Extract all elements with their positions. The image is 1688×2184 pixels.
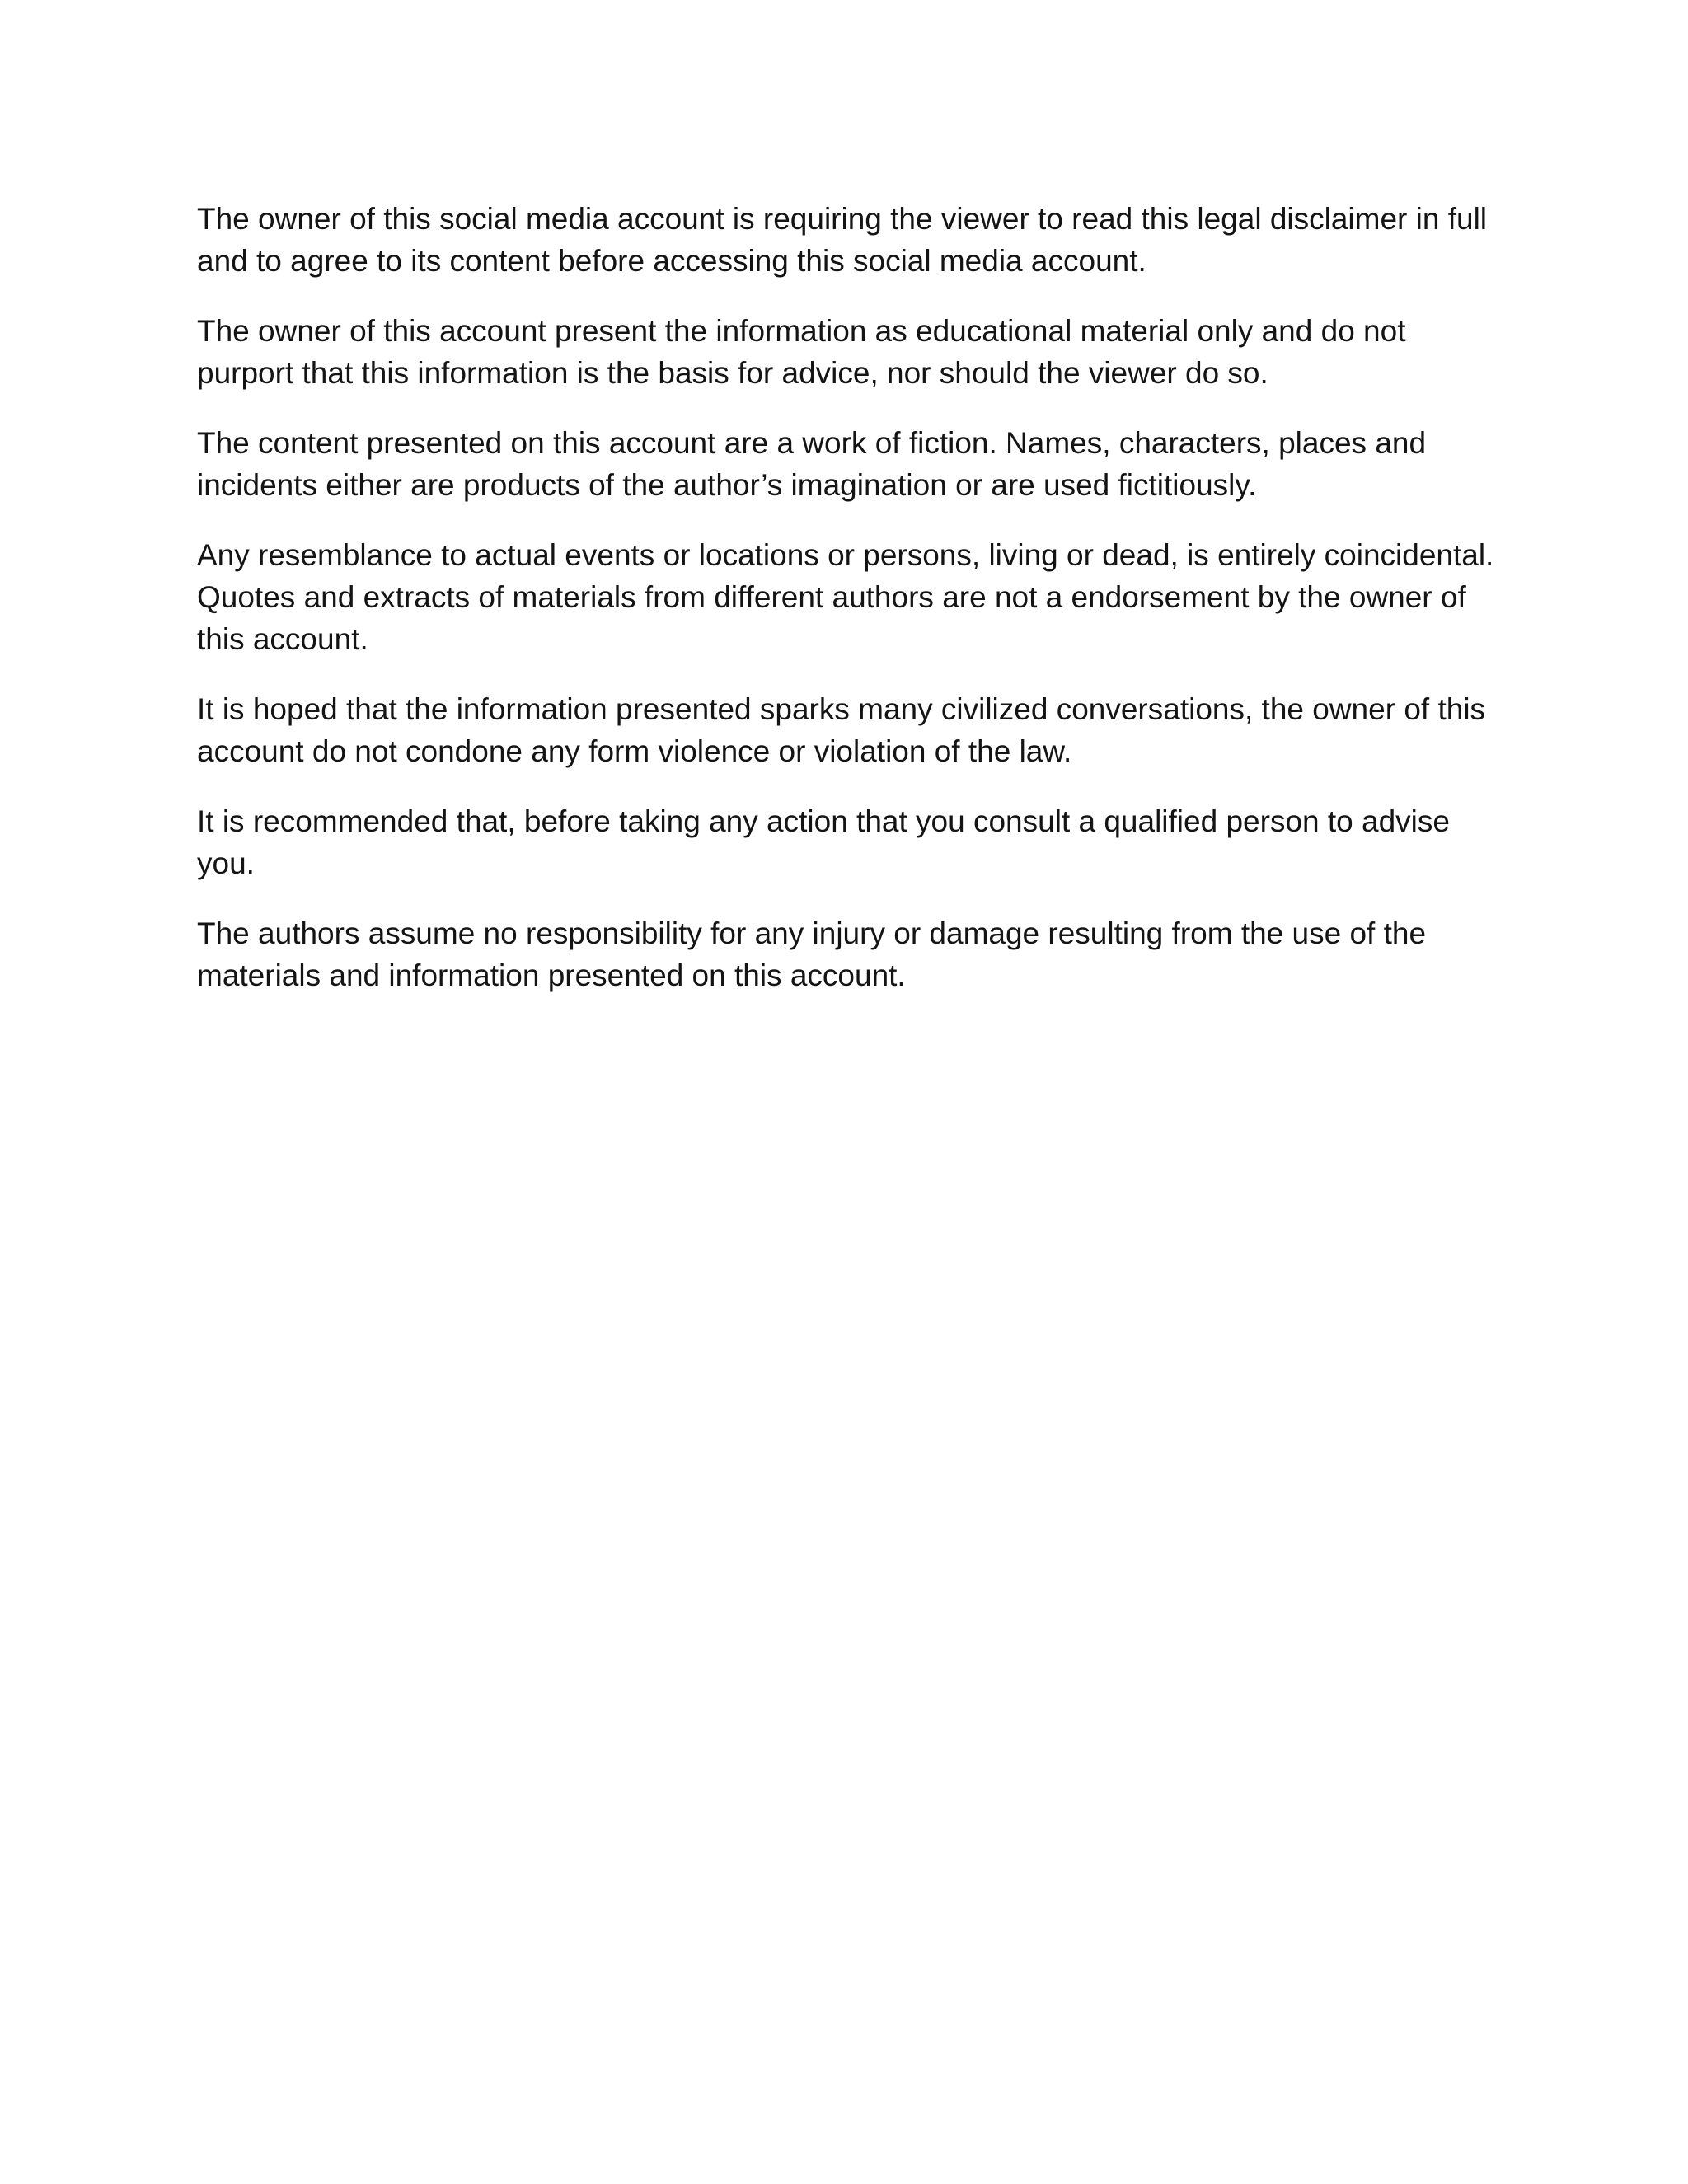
- paragraph-fiction: The content presented on this account are a work of fiction. Names, characters, places and incidents either are products of the author’s imagination or are used fictitiously.: [197, 426, 1427, 502]
- paragraph-consent: The owner of this social media account is requiring the viewer to read this legal disclaimer in full and to agree to its content before accessing this social media account.: [197, 202, 1488, 278]
- paragraph-recommendation: It is recommended that, before taking any action that you consult a qualified person to advise you.: [197, 804, 1450, 880]
- disclaimer-text: [197, 198, 1499, 1024]
- paragraph-resemblance: Any resemblance to actual events or locations or persons, living or dead, is entirely coincidental. Quotes and extracts of materials from different authors are not a endorsement by the owner of this account.: [197, 538, 1494, 656]
- paragraph-conversations: It is hoped that the information presented sparks many civilized conversations, the owner of this account do not condone any form violence or violation of the law.: [197, 692, 1486, 768]
- paragraph-liability: The authors assume no responsibility for any injury or damage resulting from the use of the materials and information presented on this account.: [197, 916, 1427, 992]
- paragraph-educational: The owner of this account present the information as educational material only and do not purport that this information is the basis for advice, nor should the viewer do so.: [197, 314, 1406, 390]
